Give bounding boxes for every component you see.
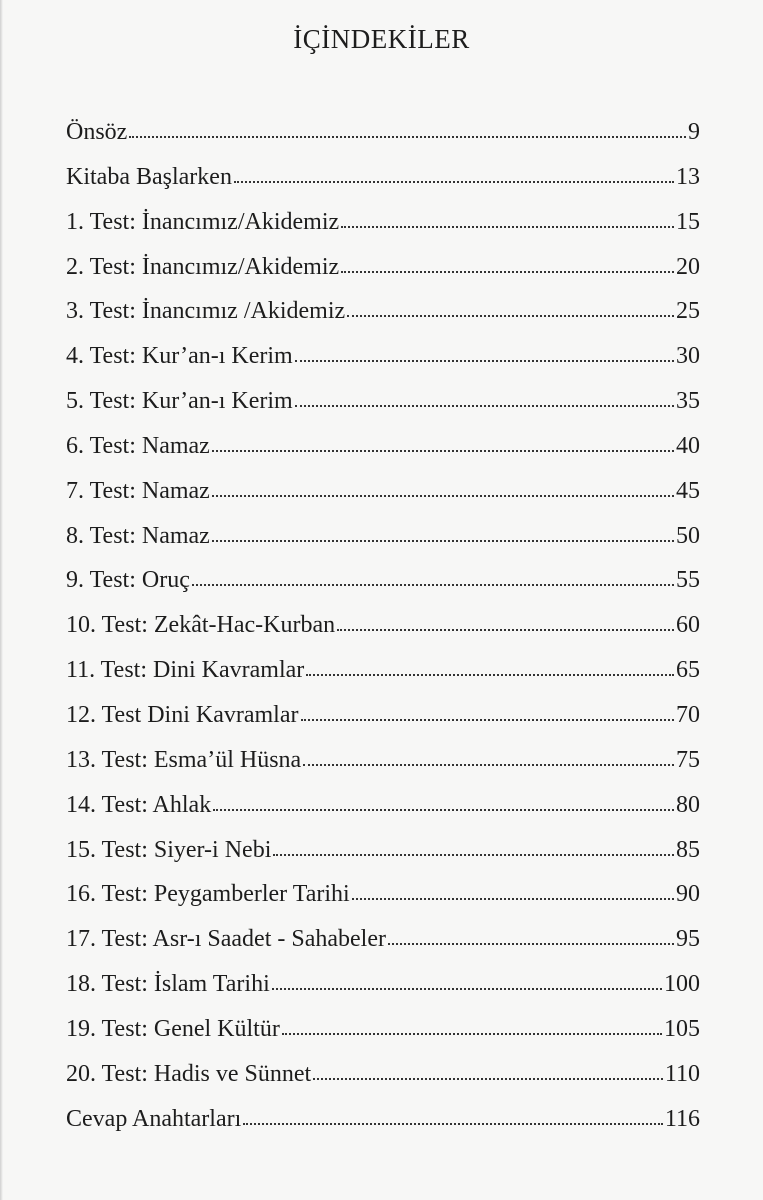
toc-entry	[66, 245, 700, 290]
toc-entry-title: 15. Test: Siyer-i Nebi	[66, 836, 272, 863]
toc-entry	[66, 1052, 700, 1097]
toc-entry	[66, 693, 700, 738]
toc-entry	[66, 962, 700, 1007]
toc-entry	[66, 783, 700, 828]
dot-leader	[295, 359, 674, 362]
dot-leader	[243, 1122, 663, 1125]
toc-entry-page-number: 25	[676, 298, 700, 325]
toc-entry-title: 4. Test: Kur’an-ı Kerim	[66, 343, 293, 370]
toc-entry-title: 5. Test: Kur’an-ı Kerim	[66, 388, 293, 415]
table-of-contents	[66, 110, 700, 1141]
toc-entry	[66, 648, 700, 693]
toc-entry-page-number: 40	[676, 432, 700, 459]
toc-entry-page-number: 20	[676, 253, 700, 280]
toc-entry	[66, 155, 700, 200]
toc-entry-title: 13. Test: Esma’ül Hüsna	[66, 746, 302, 773]
dot-leader	[192, 583, 674, 586]
dot-leader	[212, 539, 674, 542]
toc-entry	[66, 603, 700, 648]
dot-leader	[273, 853, 674, 856]
toc-entry	[66, 1097, 700, 1142]
toc-entry	[66, 469, 700, 514]
dot-leader	[282, 1032, 662, 1035]
dot-leader	[301, 718, 675, 721]
dot-leader	[388, 942, 674, 945]
dot-leader	[212, 449, 674, 452]
toc-entry-page-number: 55	[676, 567, 700, 594]
toc-entry	[66, 334, 700, 379]
toc-entry-title: 2. Test: İnancımız/Akidemiz	[66, 253, 340, 280]
toc-entry-page-number: 45	[676, 477, 700, 504]
toc-entry-title: 1. Test: İnancımız/Akidemiz	[66, 208, 340, 235]
toc-entry-page-number: 9	[688, 119, 700, 145]
toc-entry	[66, 917, 700, 962]
toc-entry-page-number: 110	[664, 1060, 700, 1087]
toc-entry	[66, 872, 700, 917]
dot-leader	[303, 763, 674, 766]
toc-entry-page-number: 100	[664, 971, 700, 998]
dot-leader	[295, 404, 674, 407]
toc-entry-title: 17. Test: Asr-ı Saadet - Sahabeler	[66, 926, 386, 953]
toc-entry-title: 8. Test: Namaz	[66, 522, 210, 549]
toc-entry	[66, 200, 700, 245]
dot-leader	[337, 628, 674, 631]
dot-leader	[313, 1077, 663, 1080]
dot-leader	[352, 897, 674, 900]
dot-leader	[213, 808, 674, 811]
toc-entry-page-number: 13	[676, 163, 700, 190]
dot-leader	[129, 135, 686, 138]
dot-leader	[341, 270, 674, 273]
toc-entry-title: 14. Test: Ahlak	[66, 791, 212, 818]
toc-entry-title: 7. Test: Namaz	[66, 477, 210, 504]
toc-entry-title: 16. Test: Peygamberler Tarihi	[66, 881, 350, 908]
toc-entry-title: Kitaba Başlarken	[66, 163, 232, 190]
toc-entry-title: 10. Test: Zekât-Hac-Kurban	[66, 612, 336, 639]
toc-entry-page-number: 65	[676, 657, 700, 684]
toc-entry-page-number: 80	[676, 791, 700, 818]
toc-entry-page-number: 75	[676, 746, 700, 773]
toc-entry-page-number: 90	[676, 881, 700, 908]
toc-entry-title: Cevap Anahtarları	[66, 1105, 242, 1132]
toc-entry-page-number: 35	[676, 388, 700, 415]
toc-entry	[66, 424, 700, 469]
page-title: İÇİNDEKİLER	[293, 24, 470, 54]
dot-leader	[272, 987, 662, 990]
toc-entry	[66, 289, 700, 334]
toc-entry-page-number: 50	[676, 522, 700, 549]
toc-entry-title: Önsöz	[66, 119, 128, 145]
toc-entry-page-number: 95	[676, 926, 700, 953]
toc-entry-title: 11. Test: Dini Kavramlar	[66, 657, 305, 684]
toc-entry-title: 19. Test: Genel Kültür	[66, 1015, 280, 1042]
toc-entry-title: 18. Test: İslam Tarihi	[66, 971, 270, 998]
toc-entry-page-number: 60	[676, 612, 700, 639]
toc-entry-title: 6. Test: Namaz	[66, 432, 210, 459]
toc-entry	[66, 379, 700, 424]
toc-entry-title: 20. Test: Hadis ve Sünnet	[66, 1060, 312, 1087]
toc-entry-title: 3. Test: İnancımız /Akidemiz	[66, 298, 346, 325]
dot-leader	[234, 180, 674, 183]
toc-entry	[66, 828, 700, 873]
toc-entry-page-number: 116	[664, 1105, 700, 1132]
dot-leader	[306, 673, 674, 676]
toc-entry-page-number: 15	[676, 208, 700, 235]
toc-entry	[66, 110, 700, 155]
toc-entry	[66, 558, 700, 603]
dot-leader	[212, 494, 674, 497]
toc-entry	[66, 1007, 700, 1052]
dot-leader	[341, 225, 674, 228]
toc-entry-page-number: 30	[676, 343, 700, 370]
toc-entry	[66, 738, 700, 783]
toc-entry-title: 12. Test Dini Kavramlar	[66, 701, 299, 728]
toc-entry	[66, 514, 700, 559]
dot-leader	[347, 314, 674, 317]
toc-entry-page-number: 70	[676, 701, 700, 728]
toc-entry-page-number: 85	[676, 836, 700, 863]
toc-entry-page-number: 105	[664, 1015, 700, 1042]
toc-entry-title: 9. Test: Oruç	[66, 567, 190, 594]
